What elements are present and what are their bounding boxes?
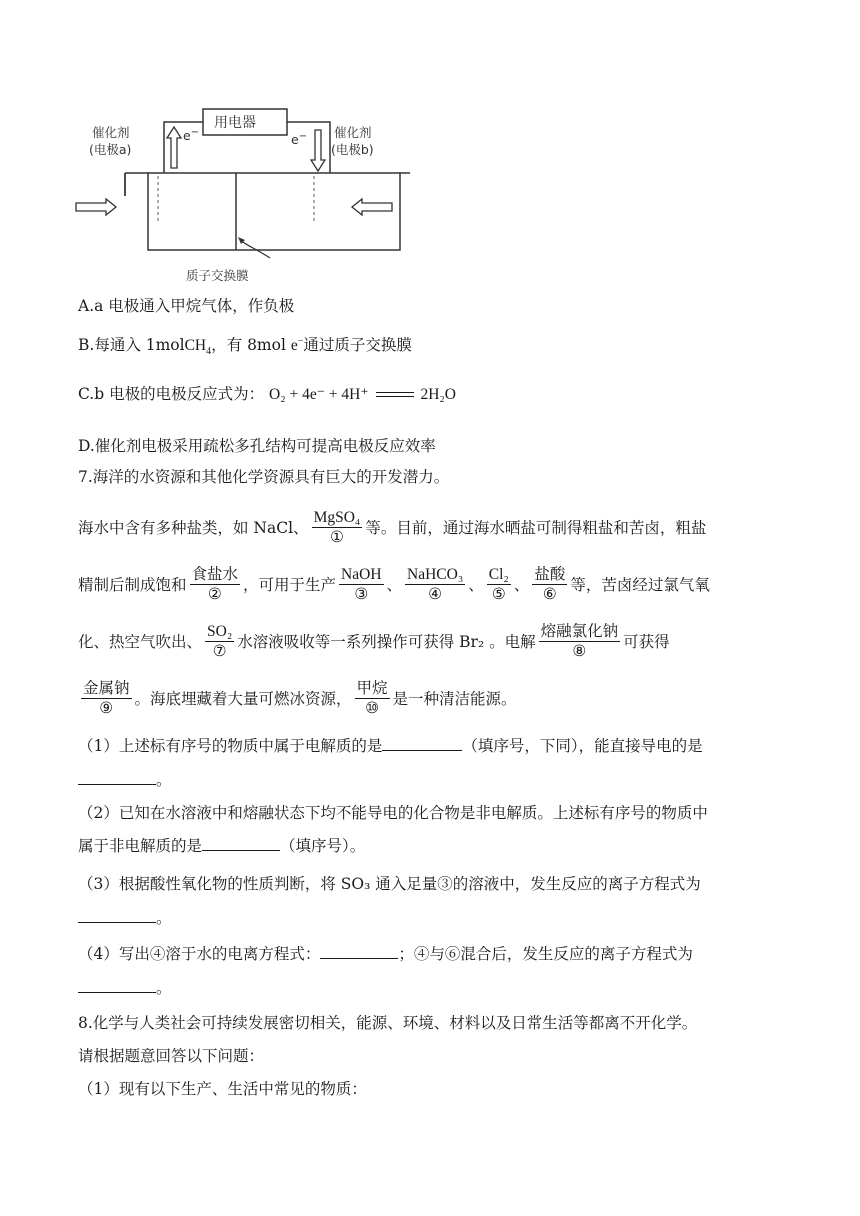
q8-part-1: （1）现有以下生产、生活中常见的物质： — [78, 1080, 367, 1098]
q7-part-3-cont: 。 — [78, 908, 172, 928]
electron-label-left: e− — [183, 127, 200, 144]
catalyst-label-left: 催化剂 — [92, 125, 130, 140]
reaction-equals — [376, 391, 414, 399]
q7-part-3: （3）根据酸性氧化物的性质判断，将 SO₃ 通入足量③的溶液中，发生反应的离子方程式为 — [78, 875, 701, 893]
option-a: A.a 电极通入甲烷气体，作负极 — [78, 297, 295, 315]
device-label: 用电器 — [214, 115, 256, 131]
answer-blank-2[interactable] — [78, 770, 156, 785]
electron-label-right: e− — [291, 131, 308, 148]
reaction-lhs: O₂ + 4e⁻ + 4H⁺ — [269, 386, 369, 403]
q7-part-1: （1）上述标有序号的物质中属于电解质的是 （填序号，下同），能直接导电的是 — [78, 737, 703, 755]
catalyst-label-right: 催化剂 — [334, 125, 372, 140]
membrane-label: 质子交换膜 — [186, 268, 249, 283]
q8-title: 8.化学与人类社会可持续发展密切相关，能源、环境、材料以及日常生活等都离不开化学。 — [78, 1014, 698, 1032]
q7-title: 7.海洋的水资源和其他化学资源具有巨大的开发潜力。 — [78, 468, 450, 486]
electrode-b-label: (电极b) — [331, 142, 374, 157]
q7-part-1-cont: 。 — [78, 770, 172, 790]
answer-blank-5[interactable] — [320, 944, 398, 959]
q7-part-4-cont: 。 — [78, 978, 172, 998]
q7-line-1: 海水中含有多种盐类，如 NaCl、 $\frac{\text{MgSO₄}}{\text{①}}$ 等。目前，通过海水晒盐可制得粗盐和苦卤，粗盐 — [78, 508, 707, 546]
q7-part-2: （2）已知在水溶液中和熔融状态下均不能导电的化合物是非电解质。上述标有序号的物质中 — [78, 804, 708, 822]
label-4: $\frac{\text{NaHCO₃}}{\text{④}}$ — [407, 565, 464, 603]
q8-line-2: 请根据题意回答以下问题： — [78, 1047, 265, 1065]
label-5: $\frac{\text{Cl₂}}{\text{⑤}}$ — [488, 565, 509, 603]
q7-part-2-cont: 属于非电解质的是 （填序号）。 — [78, 837, 366, 855]
answer-blank-6[interactable] — [78, 978, 156, 993]
label-7: $\frac{\text{SO₂}}{\text{⑦}}$ — [207, 622, 233, 660]
label-6: $\frac{\text{盐酸}}{\text{⑥}}$ — [534, 564, 566, 603]
electrode-a-label: (电极a) — [89, 142, 132, 157]
q7-line-2: 精制后制成饱和 $\frac{\text{食盐水}}{\text{②}}$ ，可用于生产 $\frac{\text{NaOH}}{\text{③}}$ 、 $\frac{\text{NaHCO₃}}{\text{④}}$ 、 $\frac{\text{Cl₂}}{\text{⑤}}$ 、 $\frac{\text{盐酸}}{\text{⑥}}$ 等，苦卤经过氯气氧 — [78, 564, 710, 603]
option-d: D.催化剂电极采用疏松多孔结构可提高电极反应效率 — [78, 437, 436, 455]
label-8: $\frac{\text{熔融氯化钠}}{\text{⑧}}$ — [540, 621, 619, 660]
option-c: C.b 电极的电极反应式为： O₂ + 4e⁻ + 4H⁺ 2H₂O — [78, 385, 456, 403]
q7-line-3: 化、热空气吹出、 $\frac{\text{SO₂}}{\text{⑦}}$ 水溶液吸收等一系列操作可获得 Br₂ 。电解 $\frac{\text{熔融氯化钠}}{\text{⑧}}$ 可获得 — [78, 621, 670, 660]
answer-blank-3[interactable] — [202, 836, 280, 851]
option-b: B.每通入 1molCH$_4$，有 8mol e−通过质子交换膜 — [78, 336, 412, 358]
label-10: $\frac{\text{甲烷}}{\text{⑩}}$ — [356, 678, 388, 717]
answer-blank-4[interactable] — [78, 908, 156, 923]
q7-part-4: （4）写出④溶于水的电离方程式： ；④与⑥混合后，发生反应的离子方程式为 — [78, 945, 693, 963]
answer-blank-1[interactable] — [382, 736, 462, 751]
label-1: $\frac{\text{MgSO₄}}{\text{①}}$ — [313, 508, 361, 546]
label-2: $\frac{\text{食盐水}}{\text{②}}$ — [191, 564, 239, 603]
label-3: $\frac{\text{NaOH}}{\text{③}}$ — [341, 565, 382, 603]
reaction-rhs: 2H₂O — [420, 386, 456, 403]
label-9: $\frac{\text{金属钠}}{\text{⑨}}$ — [83, 678, 130, 717]
q7-line-4: $\frac{\text{金属钠}}{\text{⑨}}$ 。海底埋藏着大量可燃冰资源， $\frac{\text{甲烷}}{\text{⑩}}$ 是一种清洁能源。 — [83, 678, 517, 717]
